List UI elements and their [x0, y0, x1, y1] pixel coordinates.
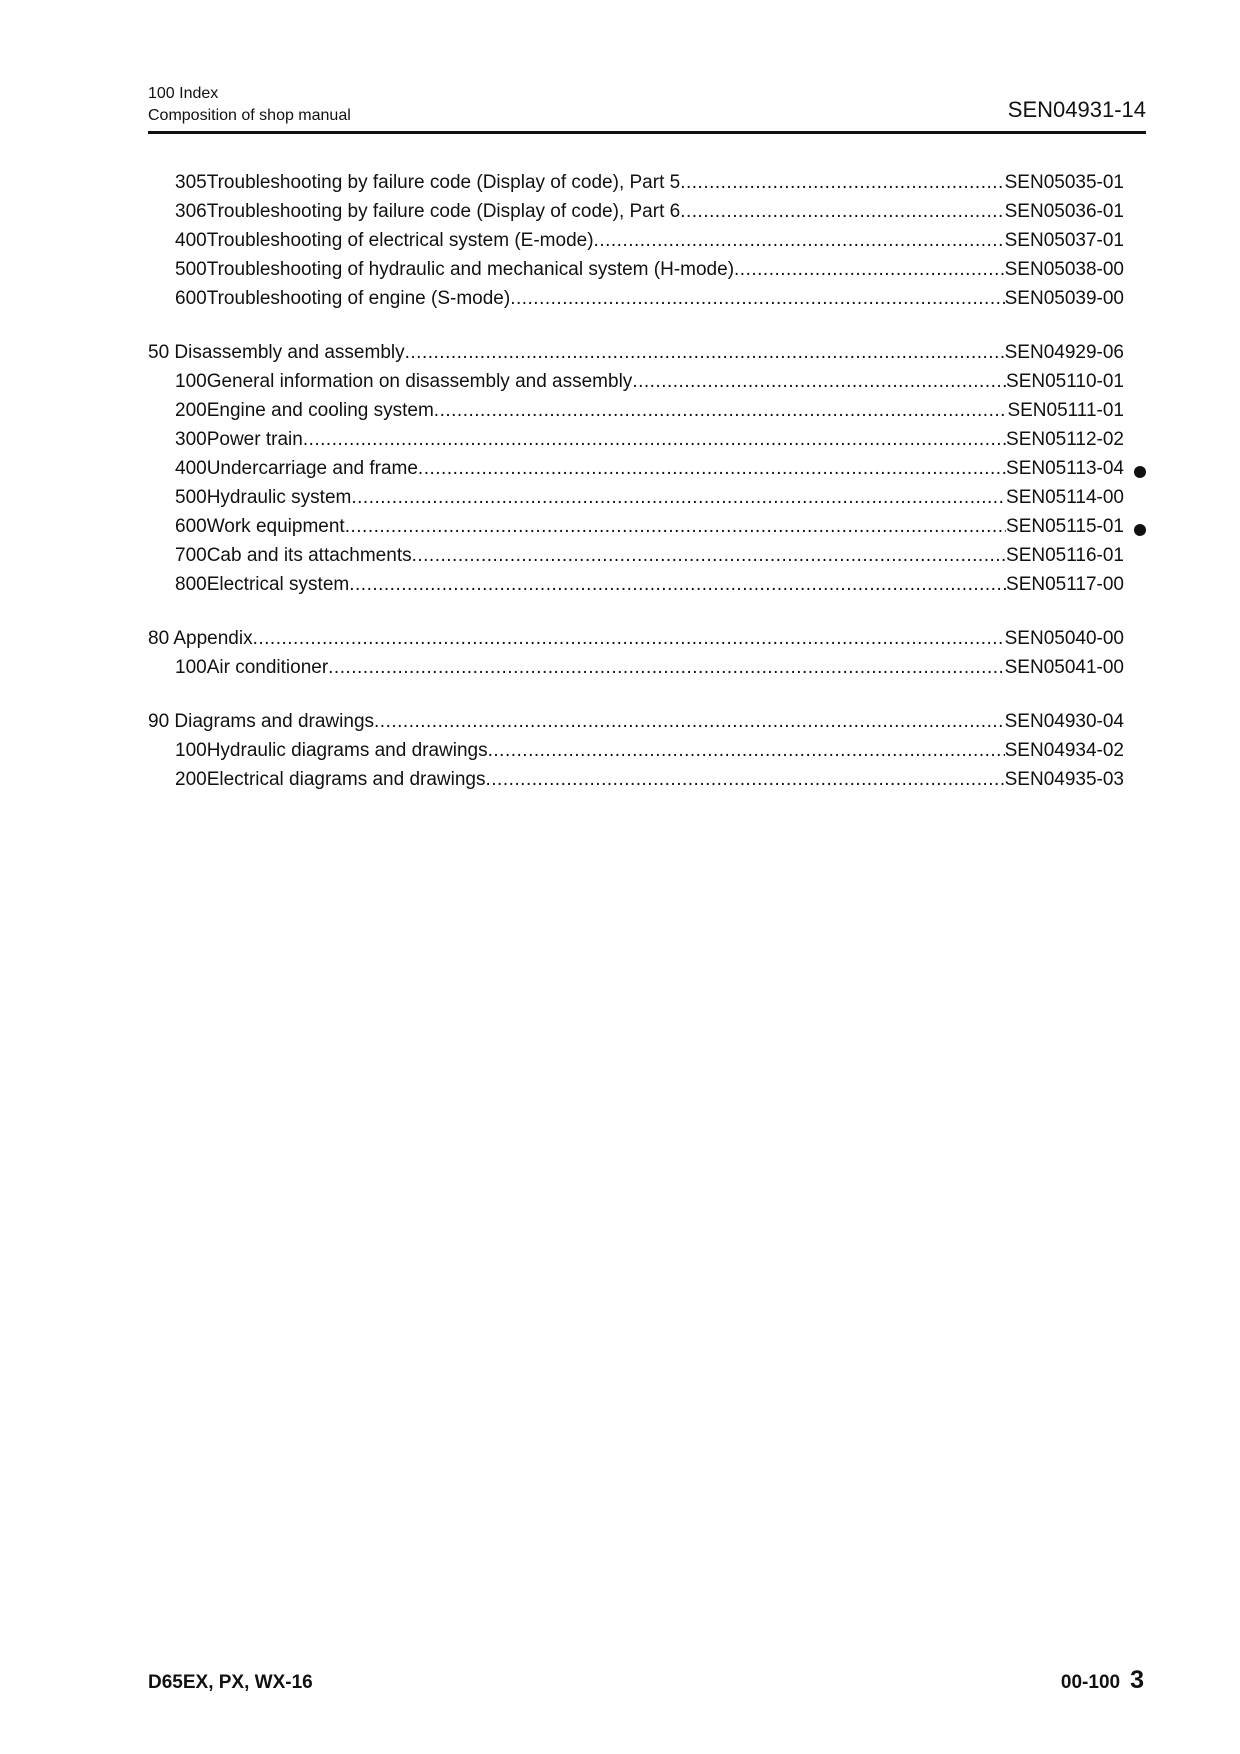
- table-of-contents: [148, 170, 1148, 796]
- toc-entry-title: General information on disassembly and assembly: [206, 371, 633, 392]
- toc-entry-number: 305: [175, 172, 207, 193]
- revision-mark-icon: [1134, 524, 1146, 536]
- toc-section-title: 80 Appendix: [148, 628, 253, 649]
- dot-leader: [405, 342, 1005, 364]
- toc-section-title: 90 Diagrams and drawings: [148, 711, 375, 732]
- toc-entry-title: Troubleshooting of hydraulic and mechanical system (H-mode): [206, 259, 735, 280]
- toc-entry-code: SEN05110-01: [1006, 371, 1124, 392]
- toc-entry-number: 100: [175, 371, 207, 392]
- toc-entry-500-h-mode[interactable]: [148, 257, 1148, 286]
- toc-entry-code: SEN05036-01: [1004, 201, 1124, 222]
- toc-entry-title: Troubleshooting by failure code (Display of code), Part 6: [206, 201, 681, 222]
- toc-entry-title: Electrical diagrams and drawings: [206, 769, 486, 790]
- toc-entry-title: Engine and cooling system: [206, 400, 434, 421]
- footer-page-number: 3: [1130, 1666, 1144, 1694]
- dot-leader: [253, 628, 1005, 650]
- toc-entry-title: Undercarriage and frame: [206, 458, 418, 479]
- toc-entry-engine-cooling[interactable]: [148, 398, 1148, 427]
- section-gap: [148, 315, 1148, 340]
- toc-entry-number: 500: [175, 259, 207, 280]
- toc-entry-code: SEN05114-00: [1006, 487, 1124, 508]
- toc-entry-title: Troubleshooting of engine (S-mode): [206, 288, 511, 309]
- dot-leader: [434, 400, 1008, 422]
- toc-section-appendix[interactable]: [148, 626, 1148, 655]
- dot-leader: [345, 516, 1006, 538]
- dot-leader: [734, 259, 1005, 281]
- dot-leader: [374, 711, 1005, 733]
- header-subtitle: Composition of shop manual: [148, 107, 351, 124]
- toc-entry-600-s-mode[interactable]: [148, 286, 1148, 315]
- toc-entry-number: 800: [175, 574, 207, 595]
- toc-entry-number: 100: [175, 740, 207, 761]
- dot-leader: [510, 288, 1004, 310]
- toc-entry-code: SEN05039-00: [1004, 288, 1124, 309]
- toc-entry-title: Work equipment: [206, 516, 345, 537]
- toc-entry-work-equipment[interactable]: [148, 514, 1148, 543]
- toc-section-disassembly[interactable]: [148, 340, 1148, 369]
- toc-entry-code: SEN04935-03: [1004, 769, 1124, 790]
- toc-entry-title: Electrical system: [206, 574, 350, 595]
- dot-leader: [328, 657, 1004, 679]
- toc-entry-code: SEN05115-01: [1006, 516, 1124, 537]
- toc-section-code: SEN04930-04: [1004, 711, 1124, 732]
- toc-entry-code: SEN05116-01: [1006, 545, 1124, 566]
- toc-entry-power-train[interactable]: [148, 427, 1148, 456]
- toc-entry-electrical-diagrams[interactable]: [148, 767, 1148, 796]
- toc-entry-title: Troubleshooting of electrical system (E-mode): [206, 230, 594, 251]
- footer-page-ref: 00-100: [1060, 1672, 1121, 1693]
- toc-entry-hydraulic-system[interactable]: [148, 485, 1148, 514]
- toc-entry-title: Troubleshooting by failure code (Display of code), Part 5: [206, 172, 681, 193]
- toc-section-code: SEN04929-06: [1004, 342, 1124, 363]
- revision-mark-icon: [1134, 466, 1146, 478]
- toc-entry-number: 500: [175, 487, 207, 508]
- toc-entry-general-info[interactable]: [148, 369, 1148, 398]
- toc-entry-number: 600: [175, 288, 207, 309]
- toc-entry-title: Hydraulic system: [206, 487, 352, 508]
- toc-entry-code: SEN05112-02: [1006, 429, 1124, 450]
- toc-entry-code: SEN05035-01: [1004, 172, 1124, 193]
- dot-leader: [488, 740, 1005, 762]
- toc-entry-number: 200: [175, 769, 207, 790]
- toc-entry-air-conditioner[interactable]: [148, 655, 1148, 684]
- toc-entry-number: 100: [175, 657, 207, 678]
- toc-entry-code: SEN05041-00: [1004, 657, 1124, 678]
- footer-model: D65EX, PX, WX-16: [148, 1672, 313, 1693]
- dot-leader: [680, 172, 1004, 194]
- toc-entry-code: SEN05038-00: [1004, 259, 1124, 280]
- dot-leader: [632, 371, 1006, 393]
- toc-section-diagrams[interactable]: [148, 709, 1148, 738]
- toc-entry-code: SEN05037-01: [1004, 230, 1124, 251]
- toc-entry-number: 200: [175, 400, 207, 421]
- toc-section-code: SEN05040-00: [1004, 628, 1124, 649]
- dot-leader: [412, 545, 1006, 567]
- section-gap: [148, 601, 1148, 626]
- section-gap: [148, 684, 1148, 709]
- dot-leader: [418, 458, 1006, 480]
- dot-leader: [303, 429, 1006, 451]
- footer-page: [1061, 1666, 1144, 1695]
- toc-entry-305[interactable]: [148, 170, 1148, 199]
- toc-entry-number: 400: [175, 458, 207, 479]
- toc-entry-electrical-system[interactable]: [148, 572, 1148, 601]
- toc-entry-hydraulic-diagrams[interactable]: [148, 738, 1148, 767]
- dot-leader: [680, 201, 1004, 223]
- toc-section-title: 50 Disassembly and assembly: [148, 342, 405, 363]
- toc-entry-code: SEN05111-01: [1007, 400, 1124, 421]
- dot-leader: [486, 769, 1005, 791]
- dot-leader: [594, 230, 1005, 252]
- dot-leader: [349, 574, 1006, 596]
- toc-entry-title: Power train: [206, 429, 303, 450]
- toc-entry-code: SEN04934-02: [1004, 740, 1124, 761]
- toc-entry-400-e-mode[interactable]: [148, 228, 1148, 257]
- page-header: [148, 85, 1146, 134]
- toc-entry-number: 306: [175, 201, 207, 222]
- toc-entry-number: 400: [175, 230, 207, 251]
- dot-leader: [351, 487, 1006, 509]
- toc-entry-number: 300: [175, 429, 207, 450]
- toc-entry-title: Cab and its attachments: [206, 545, 412, 566]
- toc-entry-undercarriage[interactable]: [148, 456, 1148, 485]
- toc-entry-code: SEN05113-04: [1006, 458, 1124, 479]
- toc-entry-number: 600: [175, 516, 207, 537]
- toc-entry-title: Air conditioner: [206, 657, 329, 678]
- header-doc-code: SEN04931-14: [1007, 97, 1146, 122]
- toc-entry-code: SEN05117-00: [1006, 574, 1124, 595]
- toc-entry-cab[interactable]: [148, 543, 1148, 572]
- header-section: 100 Index: [148, 85, 219, 102]
- toc-entry-number: 700: [175, 545, 207, 566]
- toc-entry-title: Hydraulic diagrams and drawings: [206, 740, 488, 761]
- toc-entry-306[interactable]: [148, 199, 1148, 228]
